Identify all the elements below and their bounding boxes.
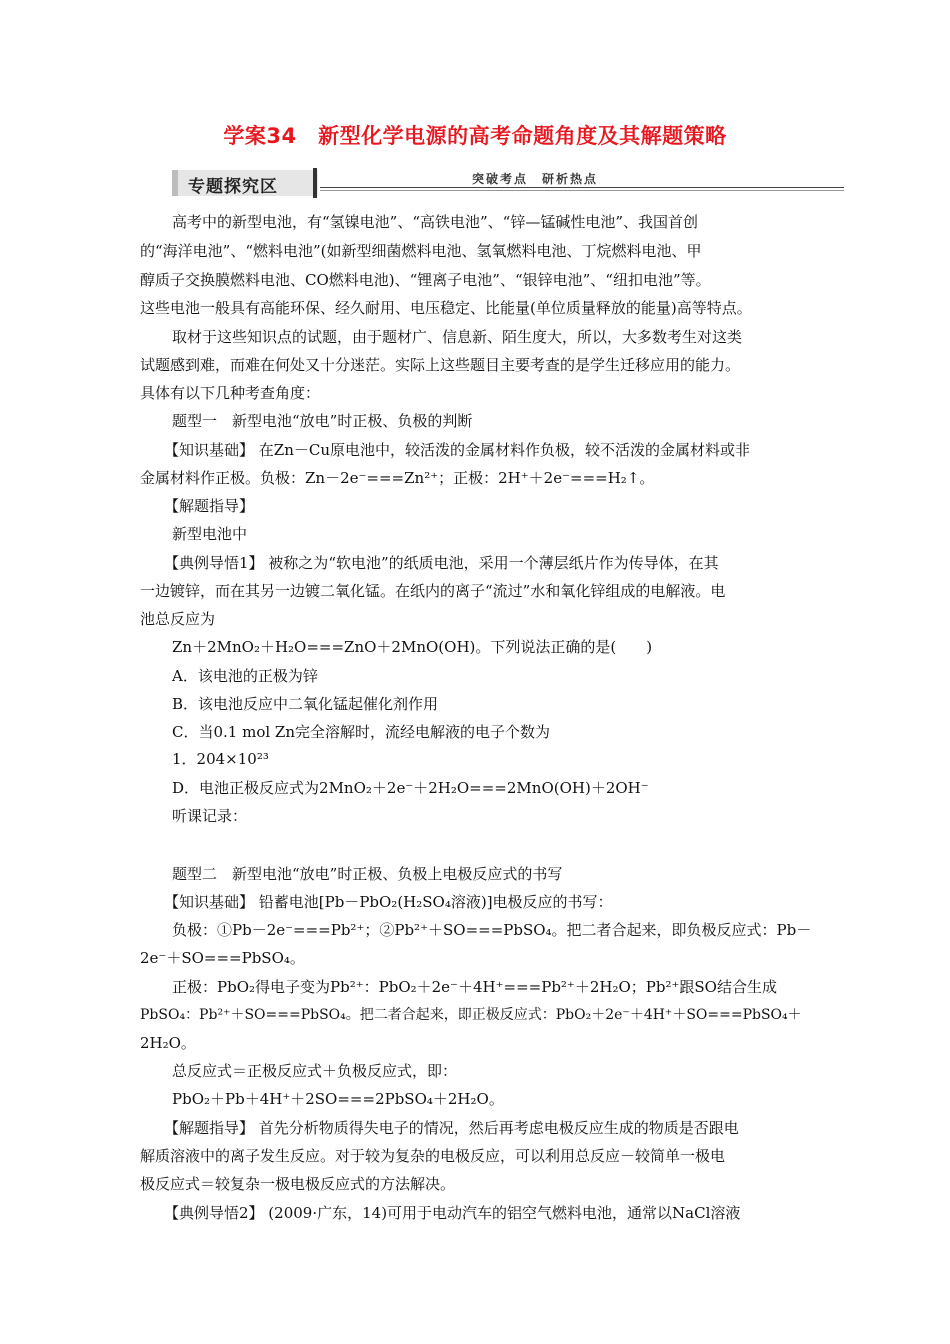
text-line: 金属材料作正极。负极：Zn－2e⁻===Zn²⁺；正极：2H⁺＋2e⁻===H₂↑。 <box>140 469 655 487</box>
text-line: 取材于这些知识点的试题，由于题材广、信息新、陌生度大，所以，大多数考生对这类 <box>172 328 743 346</box>
text-line: PbSO₄：Pb²⁺＋SO===PbSO₄。把二者合起来，即正极反应式：PbO₂＋2e⁻＋4H⁺＋SO===PbSO₄＋ <box>140 1007 802 1023</box>
text-line: 具体有以下几种考查角度： <box>140 384 321 402</box>
text-line: 试题感到难，而难在何处又十分迷茫。实际上这些题目主要考查的是学生迁移应用的能力。 <box>140 356 741 374</box>
option-a: A．该电池的正极为锌 <box>172 667 318 685</box>
text-line: 的“海洋电池”、“燃料电池”(如新型细菌燃料电池、氢氧燃料电池、丁烷燃料电池、甲 <box>140 242 702 260</box>
banner-rule-secondary <box>320 190 844 191</box>
text-line: 【典例导悟2】 (2009·广东，14)可用于电动汽车的铝空气燃料电池，通常以NaCl溶液 <box>164 1204 741 1222</box>
text-line: 【知识基础】 铅蓄电池[Pb－PbO₂(H₂SO₄溶液)]电极反应的书写： <box>164 893 613 911</box>
text-line: 2H₂O。 <box>140 1034 196 1052</box>
option-c: C．当0.1 mol Zn完全溶解时，流经电解液的电子个数为 <box>172 723 551 741</box>
section-subtitle: 突破考点 研析热点 <box>472 172 599 186</box>
text-line: 总反应式＝正极反应式＋负极反应式，即： <box>172 1062 458 1080</box>
text-line: 醇质子交换膜燃料电池、CO燃料电池)、“锂离子电池”、“银锌电池”、“纽扣电池”等。 <box>140 271 711 289</box>
section-heading: 题型二 新型电池“放电”时正极、负极上电极反应式的书写 <box>172 865 563 883</box>
text-line: 极反应式＝较复杂一极电极反应式的方法解决。 <box>140 1175 456 1193</box>
text-line: 高考中的新型电池，有“氢镍电池”、“高铁电池”、“锌—锰碱性电池”、我国首创 <box>172 213 699 231</box>
text-line: 这些电池一般具有高能环保、经久耐用、电压稳定、比能量(单位质量释放的能量)高等特点。 <box>140 299 752 317</box>
option-b: B．该电池反应中二氧化锰起催化剂作用 <box>172 695 439 713</box>
text-line: 池总反应为 <box>140 610 216 628</box>
text-line: 【知识基础】 在Zn－Cu原电池中，较活泼的金属材料作负极，较不活泼的金属材料或非 <box>164 441 750 459</box>
text-line: Zn＋2MnO₂＋H₂O===ZnO＋2MnO(OH)。下列说法正确的是( ) <box>172 638 653 656</box>
banner-rule <box>320 187 844 188</box>
option-d: D．电池正极反应式为2MnO₂＋2e⁻＋2H₂O===2MnO(OH)＋2OH⁻ <box>172 779 649 797</box>
text-line: 负极：①Pb－2e⁻===Pb²⁺；②Pb²⁺＋SO===PbSO₄。把二者合起来，即负极反应式：Pb－ <box>172 921 812 939</box>
text-line: 【解题指导】 <box>164 497 255 515</box>
text-line: 【典例导悟1】 被称之为“软电池”的纸质电池，采用一个薄层纸片作为传导体，在其 <box>164 554 719 572</box>
section-heading: 题型一 新型电池“放电”时正极、负极的判断 <box>172 412 473 430</box>
section-badge <box>172 170 318 196</box>
text-line: PbO₂＋Pb＋4H⁺＋2SO===2PbSO₄＋2H₂O。 <box>172 1090 504 1108</box>
text-line: 解质溶液中的离子发生反应。对于较为复杂的电极反应，可以利用总反应－较简单一极电 <box>140 1147 726 1165</box>
text-line: 2e⁻＋SO===PbSO₄。 <box>140 949 305 967</box>
text-line: 【解题指导】 首先分析物质得失电子的情况，然后再考虑电极反应生成的物质是否跟电 <box>164 1119 739 1137</box>
page-title: 学案34 新型化学电源的高考命题角度及其解题策略 <box>223 124 727 148</box>
banner-separator <box>313 168 317 198</box>
text-line: 1．204×10²³ <box>172 750 269 768</box>
section-label: 专题探究区 <box>188 177 278 197</box>
section-banner <box>172 168 844 198</box>
text-line: 正极：PbO₂得电子变为Pb²⁺：PbO₂＋2e⁻＋4H⁺===Pb²⁺＋2H₂O；Pb²⁺跟SO结合生成 <box>172 978 777 996</box>
text-line: 一边镀锌，而在其另一边镀二氧化锰。在纸内的离子“流过”水和氧化锌组成的电解液。电 <box>140 582 726 600</box>
text-line: 新型电池中 <box>172 525 248 543</box>
text-line: 听课记录： <box>172 807 248 825</box>
